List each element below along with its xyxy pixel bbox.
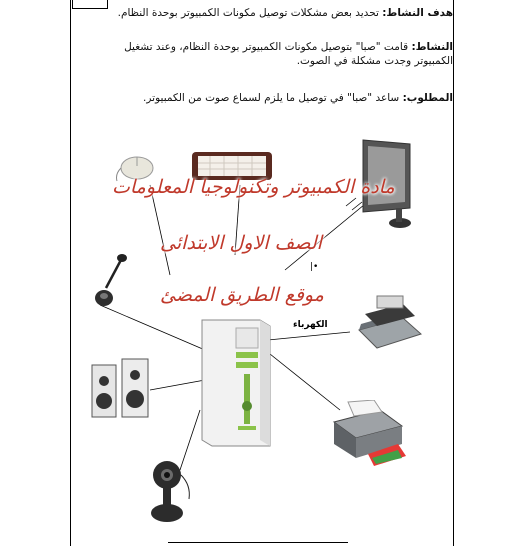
watermark-grade: الصف الاول الابتدائى: [160, 232, 322, 254]
watermark-site: موقع الطريق المضئ: [160, 284, 324, 306]
goal-label: هدف النشاط:: [382, 7, 453, 19]
required-label: المطلوب:: [402, 92, 453, 104]
activity-label: النشاط:: [411, 41, 453, 53]
required-text: ساعد "صبا" في توصيل ما يلزم لسماع صوت من الكمبيوتر.: [143, 92, 403, 104]
watermark-subject: مادة الكمبيوتر وتكنولوجيا المعلومات: [112, 176, 395, 198]
bottom-rule: [168, 542, 348, 543]
power-label: الكهرباء: [293, 320, 328, 330]
small-mark: •|: [310, 262, 319, 272]
goal-text: تحديد بعض مشكلات توصيل مكونات الكمبيوتر بوحدة النظام.: [117, 7, 383, 19]
activity-text: قامت "صبا" بتوصيل مكونات الكمبيوتر بوحدة النظام، وعند تشغيل الكمبيوتر وجدت مشكلة في الصوت.: [124, 41, 453, 67]
